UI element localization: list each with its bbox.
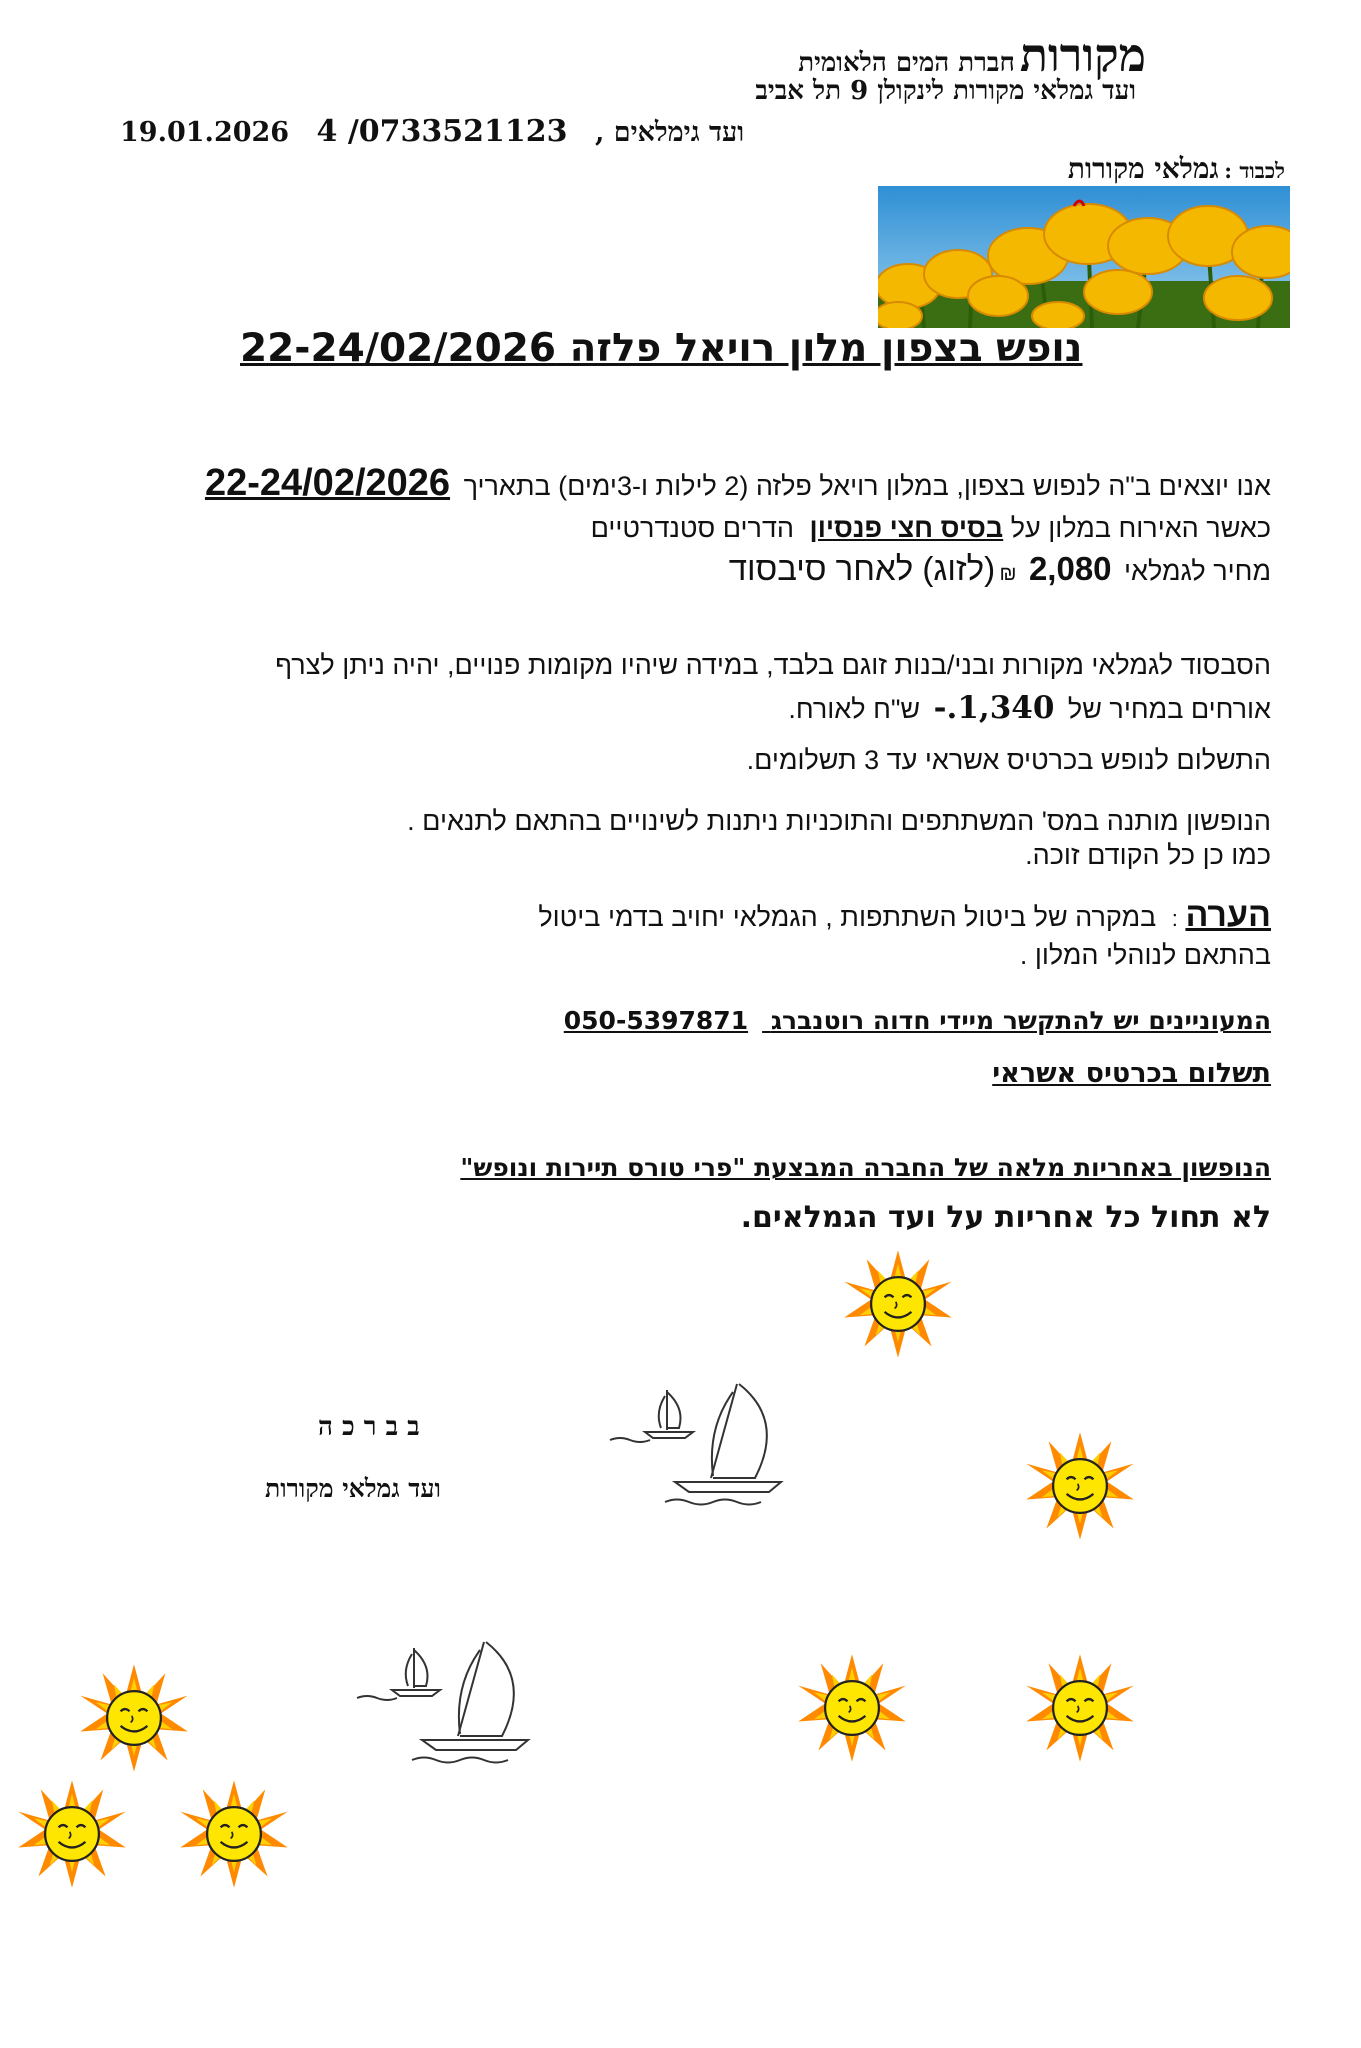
tulips-image bbox=[878, 186, 1290, 328]
note-line-2: בהתאם לנוהלי המלון . bbox=[1019, 940, 1271, 970]
sun-icon bbox=[178, 1778, 290, 1890]
responsibility-line-1: הנופשון באחריות מלאה של החברה המבצעת "פרי טורס תיירות ונופש" bbox=[460, 1153, 1271, 1182]
reference-number: 0733521123/ 4 bbox=[316, 114, 568, 149]
intro-date: 22-24/02/2026 bbox=[204, 462, 451, 504]
sun-icon bbox=[1024, 1652, 1136, 1764]
price-value: 2,080 bbox=[1028, 550, 1112, 587]
committee-address: ועד גמלאי מקורות לינקולן 9 תל אביב bbox=[755, 76, 1136, 106]
committee-ref: ועד גימלאים , bbox=[594, 117, 745, 148]
contact-line bbox=[564, 1006, 1271, 1035]
contact-text: המעוניינים יש להתקשר מיידי חדוה רוטנברג bbox=[770, 1006, 1271, 1035]
sun-icon bbox=[796, 1652, 908, 1764]
note-line-1 bbox=[538, 896, 1271, 935]
org-name: מקורות bbox=[1019, 28, 1146, 82]
subsidy-line-1: הסבסוד לגמלאי מקורות ובני/בנות זוגם בלבד, במידה שיהיו מקומות פנויים, יהיה ניתן לצרף bbox=[275, 650, 1271, 680]
sun-icon bbox=[16, 1778, 128, 1890]
signature-greeting: ב ב ר כ ה bbox=[318, 1412, 420, 1442]
guest-price: 1,340.- bbox=[933, 690, 1055, 726]
note-text: במקרה של ביטול השתתפות , הגמלאי יחויב בדמי ביטול bbox=[538, 902, 1157, 932]
sailboats-icon bbox=[605, 1378, 790, 1513]
price-suffix: (לזוג) לאחר סיבסוד bbox=[728, 550, 996, 587]
sun-icon bbox=[78, 1662, 190, 1774]
intro-text: אנו יוצאים ב"ה לנפוש בצפון, במלון רויאל פלזה (2 לילות ו-3ימים) בתאריך bbox=[463, 471, 1271, 501]
letter-date: 19.01.2026 bbox=[120, 117, 290, 148]
recipient-name: גמלאי מקורות bbox=[1067, 152, 1219, 185]
board-type: בסיס חצי פנסיון bbox=[809, 513, 1004, 543]
sailboats-icon bbox=[352, 1636, 537, 1771]
board-prefix: כאשר האירוח במלון על bbox=[1010, 513, 1271, 543]
note-label: הערה bbox=[1185, 896, 1271, 934]
payment-terms: התשלום לנופש בכרטיס אשראי עד 3 תשלומים. bbox=[746, 745, 1271, 775]
contact-phone: 050-5397871 bbox=[563, 1006, 749, 1035]
conditions-line-2: כמו כן כל הקודם זוכה. bbox=[1025, 840, 1271, 870]
recipient-label: לכבוד : bbox=[1224, 158, 1285, 183]
price-currency: ₪ bbox=[999, 563, 1017, 585]
conditions-line-1: הנופשון מותנה במס' המשתתפים והתוכניות ניתנות לשינויים בהתאם לתנאים . bbox=[407, 806, 1271, 836]
guest-price-suffix: ש"ח לאורח. bbox=[788, 694, 921, 724]
note-colon: : bbox=[1171, 906, 1178, 931]
recipient-line bbox=[1068, 152, 1285, 186]
sun-icon bbox=[1024, 1430, 1136, 1542]
sun-icon bbox=[842, 1248, 954, 1360]
signature-signer: ועד גמלאי מקורות bbox=[265, 1474, 441, 1503]
room-type: הדרים סטנדרטיים bbox=[590, 513, 795, 543]
responsibility-line-2: לא תחול כל אחריות על ועד הגמלאים. bbox=[740, 1200, 1271, 1235]
org-subtitle: חברת המים הלאומית bbox=[798, 48, 1015, 78]
price-line bbox=[729, 550, 1271, 588]
price-label: מחיר לגמלאי bbox=[1124, 556, 1271, 586]
subsidy-line-2 bbox=[788, 690, 1271, 726]
payment-method: תשלום בכרטיס אשראי bbox=[992, 1058, 1271, 1089]
org-header bbox=[798, 28, 1146, 82]
reference-line bbox=[120, 114, 744, 149]
guest-price-prefix: אורחים במחיר של bbox=[1067, 694, 1271, 724]
page-title: נופש בצפון מלון רויאל פלזה 22-24/02/2026 bbox=[240, 326, 1083, 371]
intro-line-1 bbox=[205, 462, 1271, 505]
intro-line-2 bbox=[591, 513, 1271, 544]
